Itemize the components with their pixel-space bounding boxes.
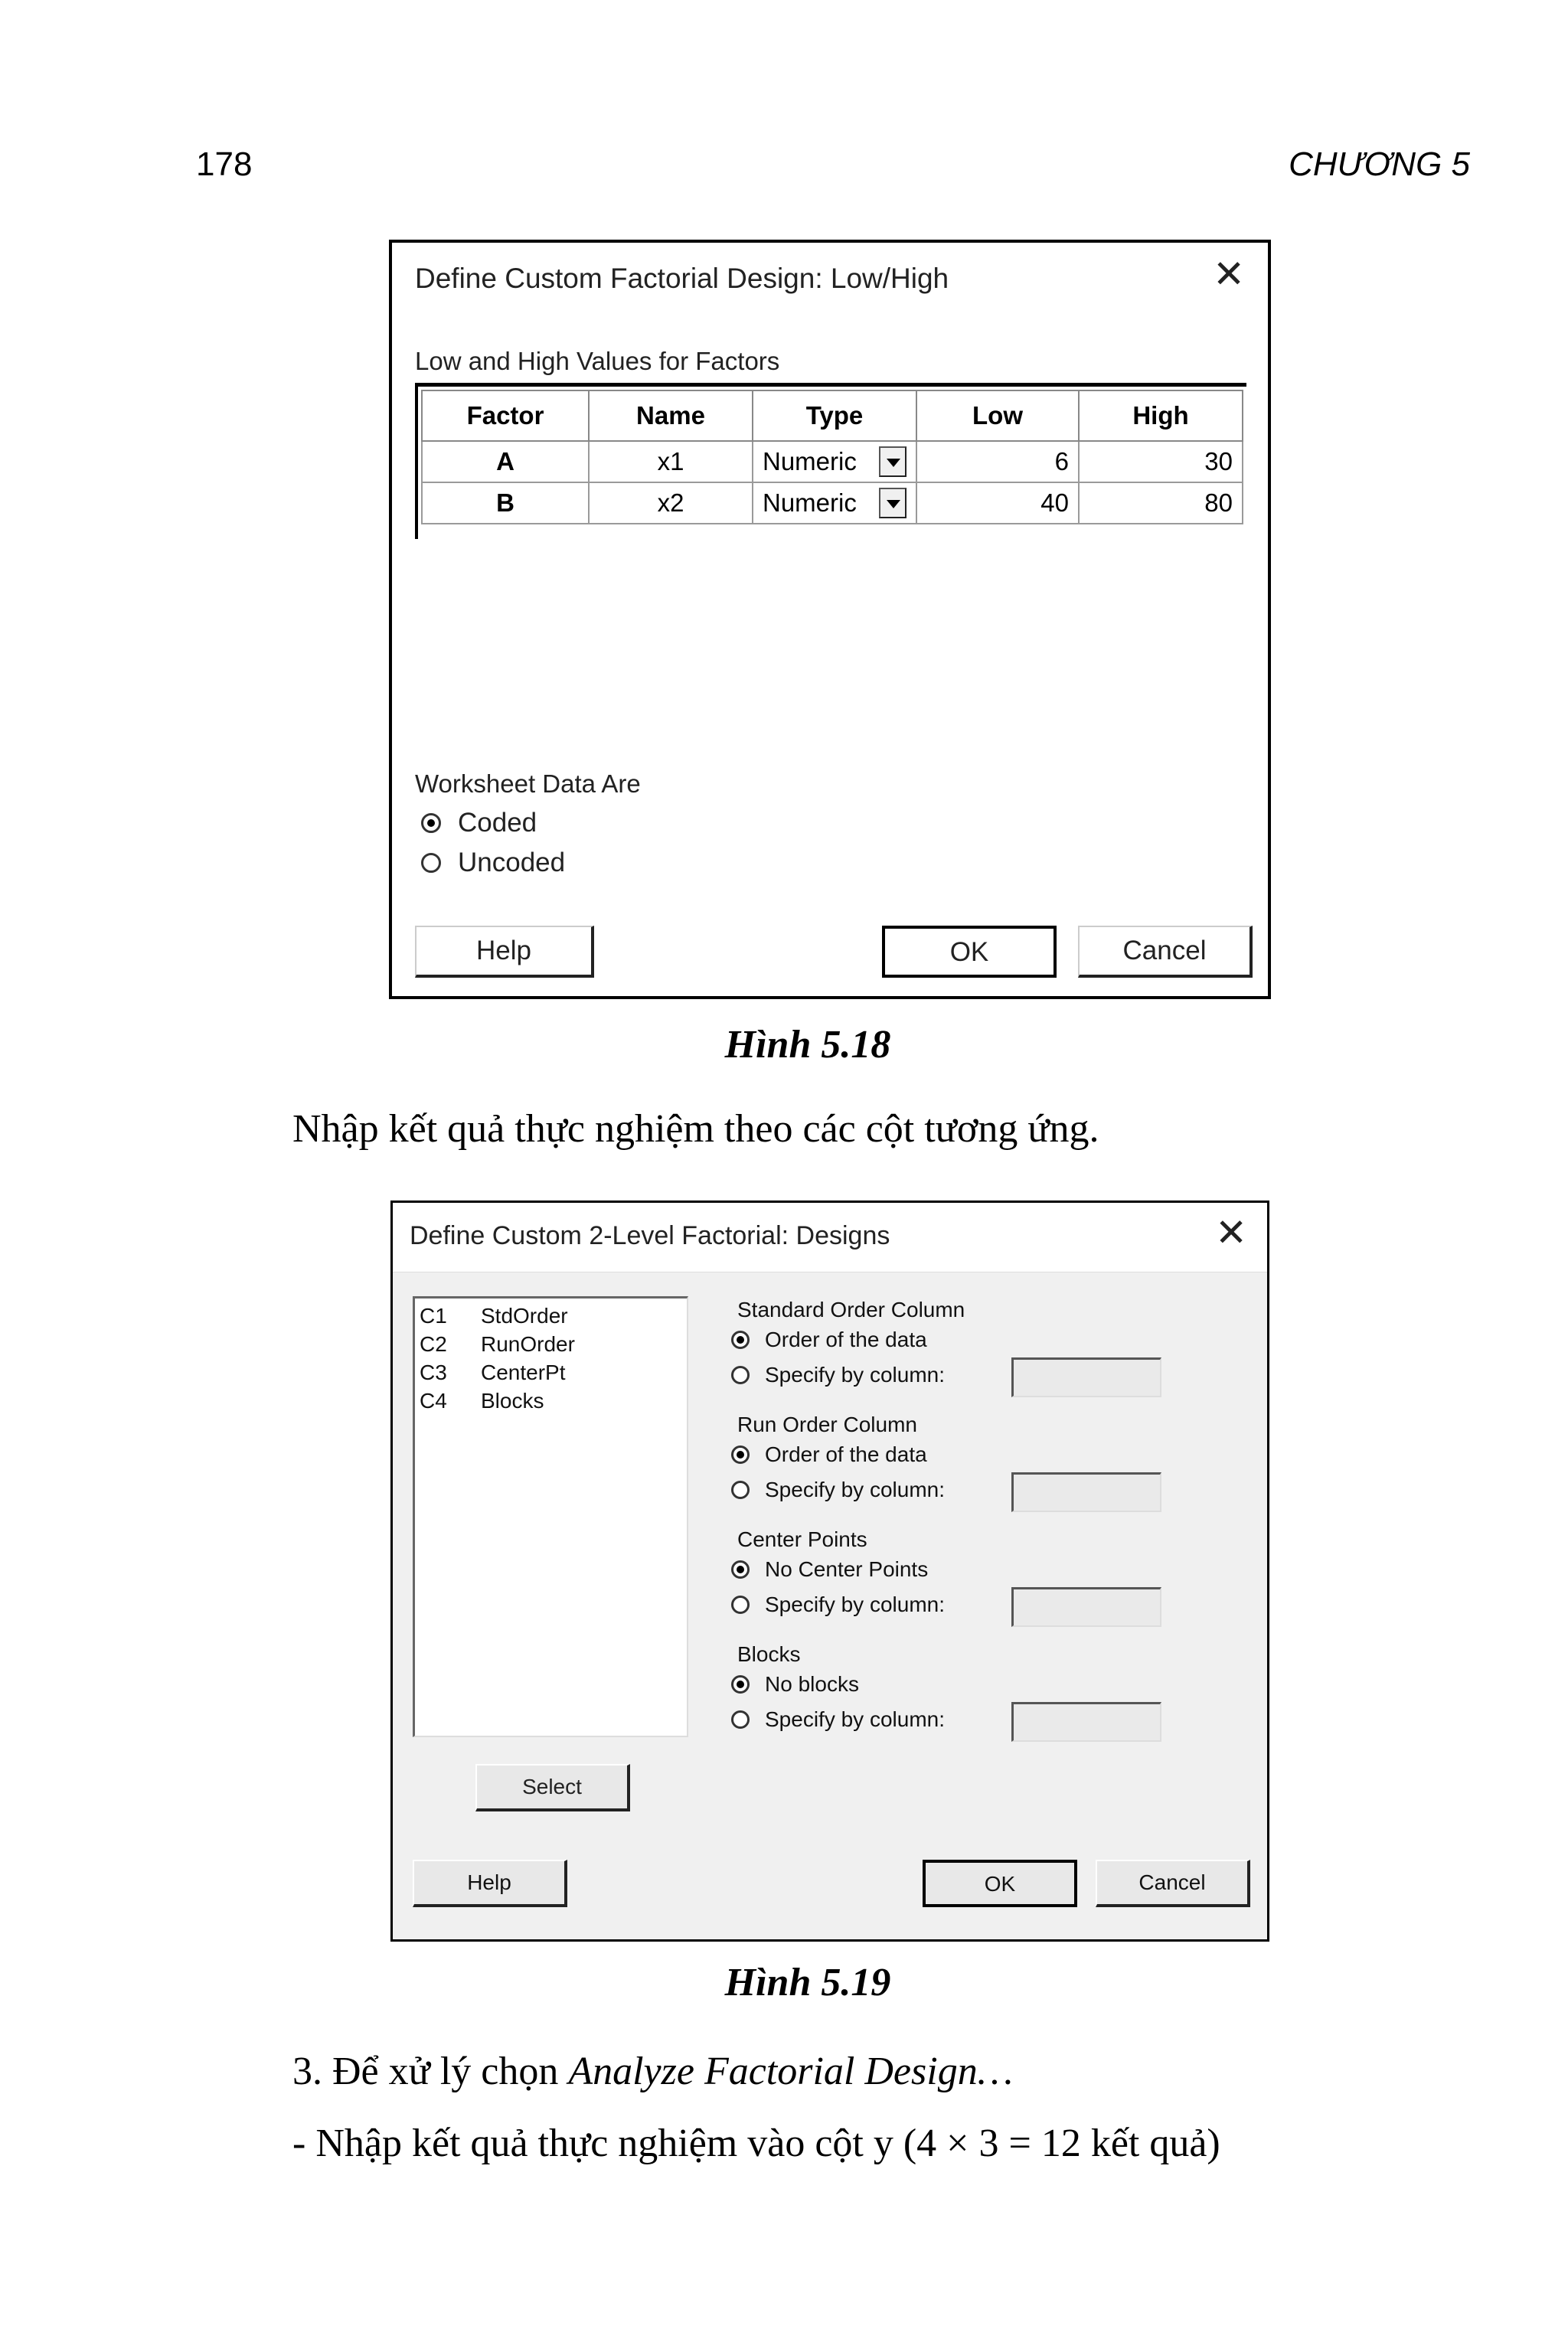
column-id: C1 [420,1304,447,1328]
factor-row [422,441,1243,482]
name-cell[interactable]: x2 [589,482,753,524]
radio-icon[interactable] [731,1366,750,1384]
radio-selected-icon[interactable] [731,1560,750,1579]
radio-selected-icon[interactable] [731,1446,750,1464]
chevron-down-icon[interactable] [879,488,906,518]
option-label: Specify by column: [765,1707,945,1731]
close-icon[interactable]: ✕ [1215,1211,1247,1254]
blocks-label: Blocks [737,1642,801,1666]
type-value: Numeric [763,447,857,475]
column-header-high: High [1079,390,1243,441]
dialog-title: Define Custom 2-Level Factorial: Designs [410,1221,890,1250]
option-label: Order of the data [765,1442,927,1466]
option-label: Specify by column: [765,1478,945,1501]
radio-icon[interactable] [731,1481,750,1499]
center-points-label: Center Points [737,1527,867,1551]
help-button[interactable]: Help [415,926,594,978]
high-cell[interactable]: 30 [1079,441,1243,482]
std-order-label: Standard Order Column [737,1298,965,1321]
coded-option[interactable] [421,808,537,838]
std-order-option-column[interactable] [731,1363,945,1387]
radio-selected-icon[interactable] [421,813,441,833]
std-order-column-input[interactable] [1011,1357,1161,1397]
blocks-option-none[interactable] [731,1672,859,1697]
step-3-paragraph [292,2049,1013,2094]
column-name: CenterPt [481,1361,566,1384]
uncoded-label: Uncoded [458,848,566,877]
option-label: Specify by column: [765,1363,945,1387]
body-paragraph: Nhập kết quả thực nghiệm theo các cột tương ứng. [292,1107,1099,1151]
figure-caption: Hình 5.19 [724,1961,891,2004]
option-label: Specify by column: [765,1592,945,1616]
type-cell[interactable] [753,482,916,524]
coded-label: Coded [458,808,537,838]
std-order-option-data[interactable] [731,1328,927,1352]
run-order-column-input[interactable] [1011,1472,1161,1512]
radio-selected-icon[interactable] [731,1675,750,1694]
column-id: C3 [420,1361,447,1384]
select-button[interactable]: Select [475,1764,630,1811]
column-id: C2 [420,1332,447,1356]
column-header-type: Type [753,390,916,441]
page-number: 178 [196,145,253,183]
step-3-instruction: - Nhập kết quả thực nghiệm vào cột y (4 × 3 = 12 kết quả) [292,2122,1220,2165]
ok-button[interactable]: OK [923,1860,1077,1907]
title-bar [393,1203,1267,1272]
ok-button[interactable]: OK [882,926,1057,978]
designs-dialog [390,1200,1269,1942]
close-icon[interactable]: ✕ [1213,253,1245,296]
radio-icon[interactable] [731,1710,750,1729]
type-cell[interactable] [753,441,916,482]
run-order-option-data[interactable] [731,1442,927,1467]
center-points-column-input[interactable] [1011,1587,1161,1627]
run-order-option-column[interactable] [731,1478,945,1502]
list-item[interactable] [420,1387,682,1415]
chevron-down-icon[interactable] [879,446,906,477]
column-header-low: Low [916,390,1079,441]
option-label: No blocks [765,1672,859,1696]
radio-icon[interactable] [731,1596,750,1614]
column-header-name: Name [589,390,753,441]
option-label: Order of the data [765,1328,927,1351]
center-points-option-none[interactable] [731,1557,928,1582]
step-3-text: 3. Để xử lý chọn [292,2050,569,2093]
cancel-button[interactable]: Cancel [1078,926,1253,978]
factor-cell: A [422,441,589,482]
center-points-option-column[interactable] [731,1592,945,1617]
low-cell[interactable]: 40 [916,482,1079,524]
factor-cell: B [422,482,589,524]
help-button[interactable]: Help [413,1860,567,1907]
radio-selected-icon[interactable] [731,1331,750,1349]
cancel-button[interactable]: Cancel [1096,1860,1250,1907]
low-cell[interactable]: 6 [916,441,1079,482]
column-header-factor: Factor [422,390,589,441]
radio-icon[interactable] [421,853,441,873]
uncoded-option[interactable] [421,848,565,878]
name-cell[interactable]: x1 [589,441,753,482]
menu-path: Analyze Factorial Design… [568,2050,1013,2093]
run-order-label: Run Order Column [737,1413,917,1436]
column-name: StdOrder [481,1304,568,1328]
low-high-dialog [389,240,1271,999]
column-name: RunOrder [481,1332,575,1356]
worksheet-data-label: Worksheet Data Are [415,769,641,798]
high-cell[interactable]: 80 [1079,482,1243,524]
column-id: C4 [420,1389,447,1413]
factors-grid [415,383,1246,539]
column-name: Blocks [481,1389,544,1413]
dialog-title: Define Custom Factorial Design: Low/High [415,263,949,294]
blocks-column-input[interactable] [1011,1702,1161,1742]
type-value: Numeric [763,488,857,517]
chapter-header: CHƯƠNG 5 [1289,145,1470,183]
factors-group-label: Low and High Values for Factors [415,347,780,375]
column-listbox[interactable] [413,1296,688,1737]
option-label: No Center Points [765,1557,929,1581]
factor-row [422,482,1243,524]
list-item[interactable] [420,1358,682,1387]
figure-caption: Hình 5.18 [724,1023,891,1067]
list-item[interactable] [420,1302,682,1330]
list-item[interactable] [420,1330,682,1358]
blocks-option-column[interactable] [731,1707,945,1732]
